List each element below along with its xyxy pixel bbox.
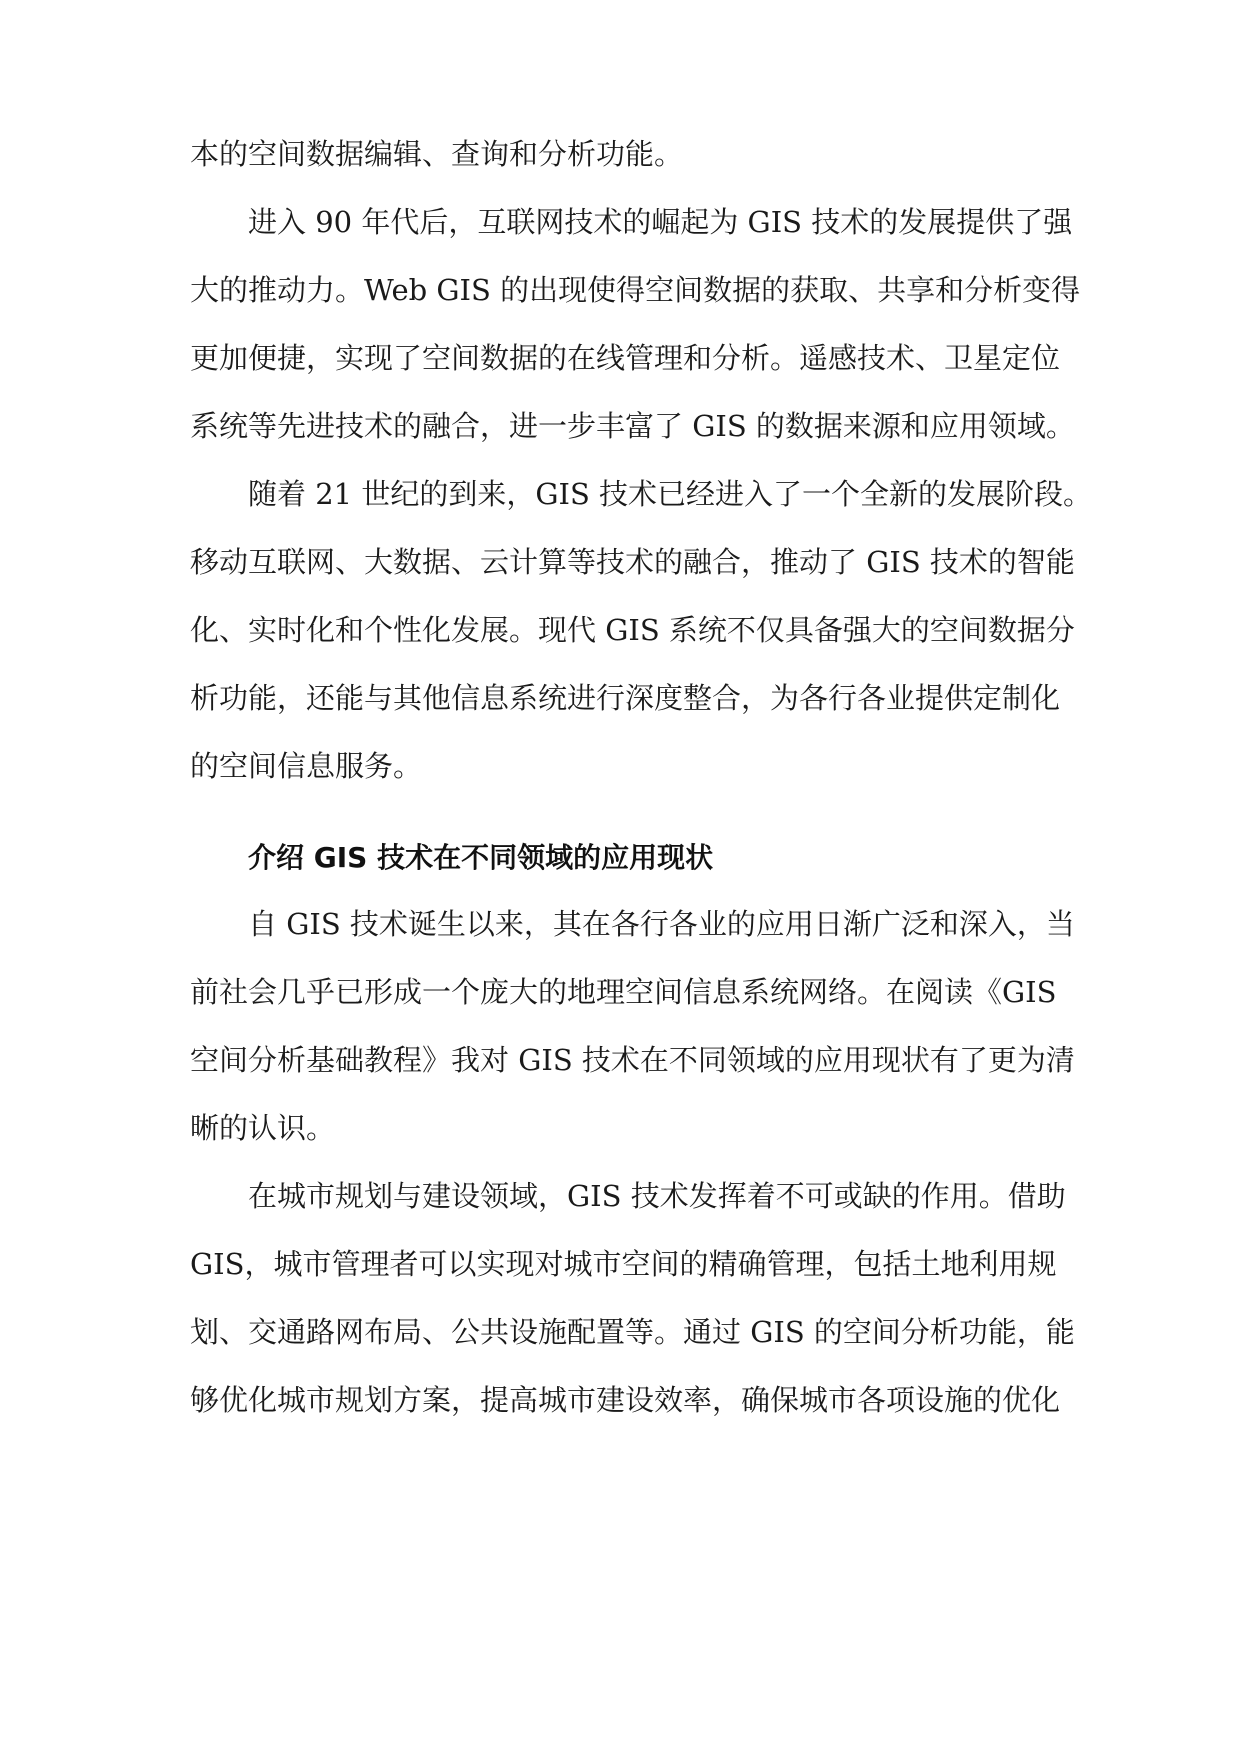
text-line: 随着 21 世纪的到来，GIS 技术已经进入了一个全新的发展阶段。	[248, 477, 1093, 511]
text-line: 的空间信息服务。	[190, 749, 423, 783]
text-line: 大的推动力。Web GIS 的出现使得空间数据的获取、共享和分析变得	[190, 273, 1081, 307]
text-line: 析功能，还能与其他信息系统进行深度整合，为各行各业提供定制化	[190, 681, 1061, 715]
text-line: 划、交通路网布局、公共设施配置等。通过 GIS 的空间分析功能，能	[190, 1315, 1075, 1349]
text-line: 系统等先进技术的融合，进一步丰富了 GIS 的数据来源和应用领域。	[190, 409, 1075, 443]
text-line: 更加便捷，实现了空间数据的在线管理和分析。遥感技术、卫星定位	[190, 341, 1061, 375]
text-line: 进入 90 年代后，互联网技术的崛起为 GIS 技术的发展提供了强	[248, 205, 1073, 239]
text-line: GIS，城市管理者可以实现对城市空间的精确管理，包括土地利用规	[190, 1247, 1057, 1281]
section-heading: 介绍 GIS 技术在不同领域的应用现状	[248, 841, 714, 874]
text-line: 空间分析基础教程》我对 GIS 技术在不同领域的应用现状有了更为清	[190, 1043, 1075, 1077]
text-line: 化、实时化和个性化发展。现代 GIS 系统不仅具备强大的空间数据分	[190, 613, 1075, 647]
text-line: 移动互联网、大数据、云计算等技术的融合，推动了 GIS 技术的智能	[190, 545, 1075, 579]
text-line: 自 GIS 技术诞生以来，其在各行各业的应用日渐广泛和深入，当	[248, 907, 1075, 941]
text-line: 前社会几乎已形成一个庞大的地理空间信息系统网络。在阅读《GIS	[190, 975, 1057, 1009]
text-line: 晰的认识。	[190, 1111, 336, 1145]
text-line: 够优化城市规划方案，提高城市建设效率，确保城市各项设施的优化	[190, 1383, 1061, 1417]
text-line: 在城市规划与建设领域，GIS 技术发挥着不可或缺的作用。借助	[248, 1179, 1066, 1213]
text-line: 本的空间数据编辑、查询和分析功能。	[190, 137, 684, 171]
